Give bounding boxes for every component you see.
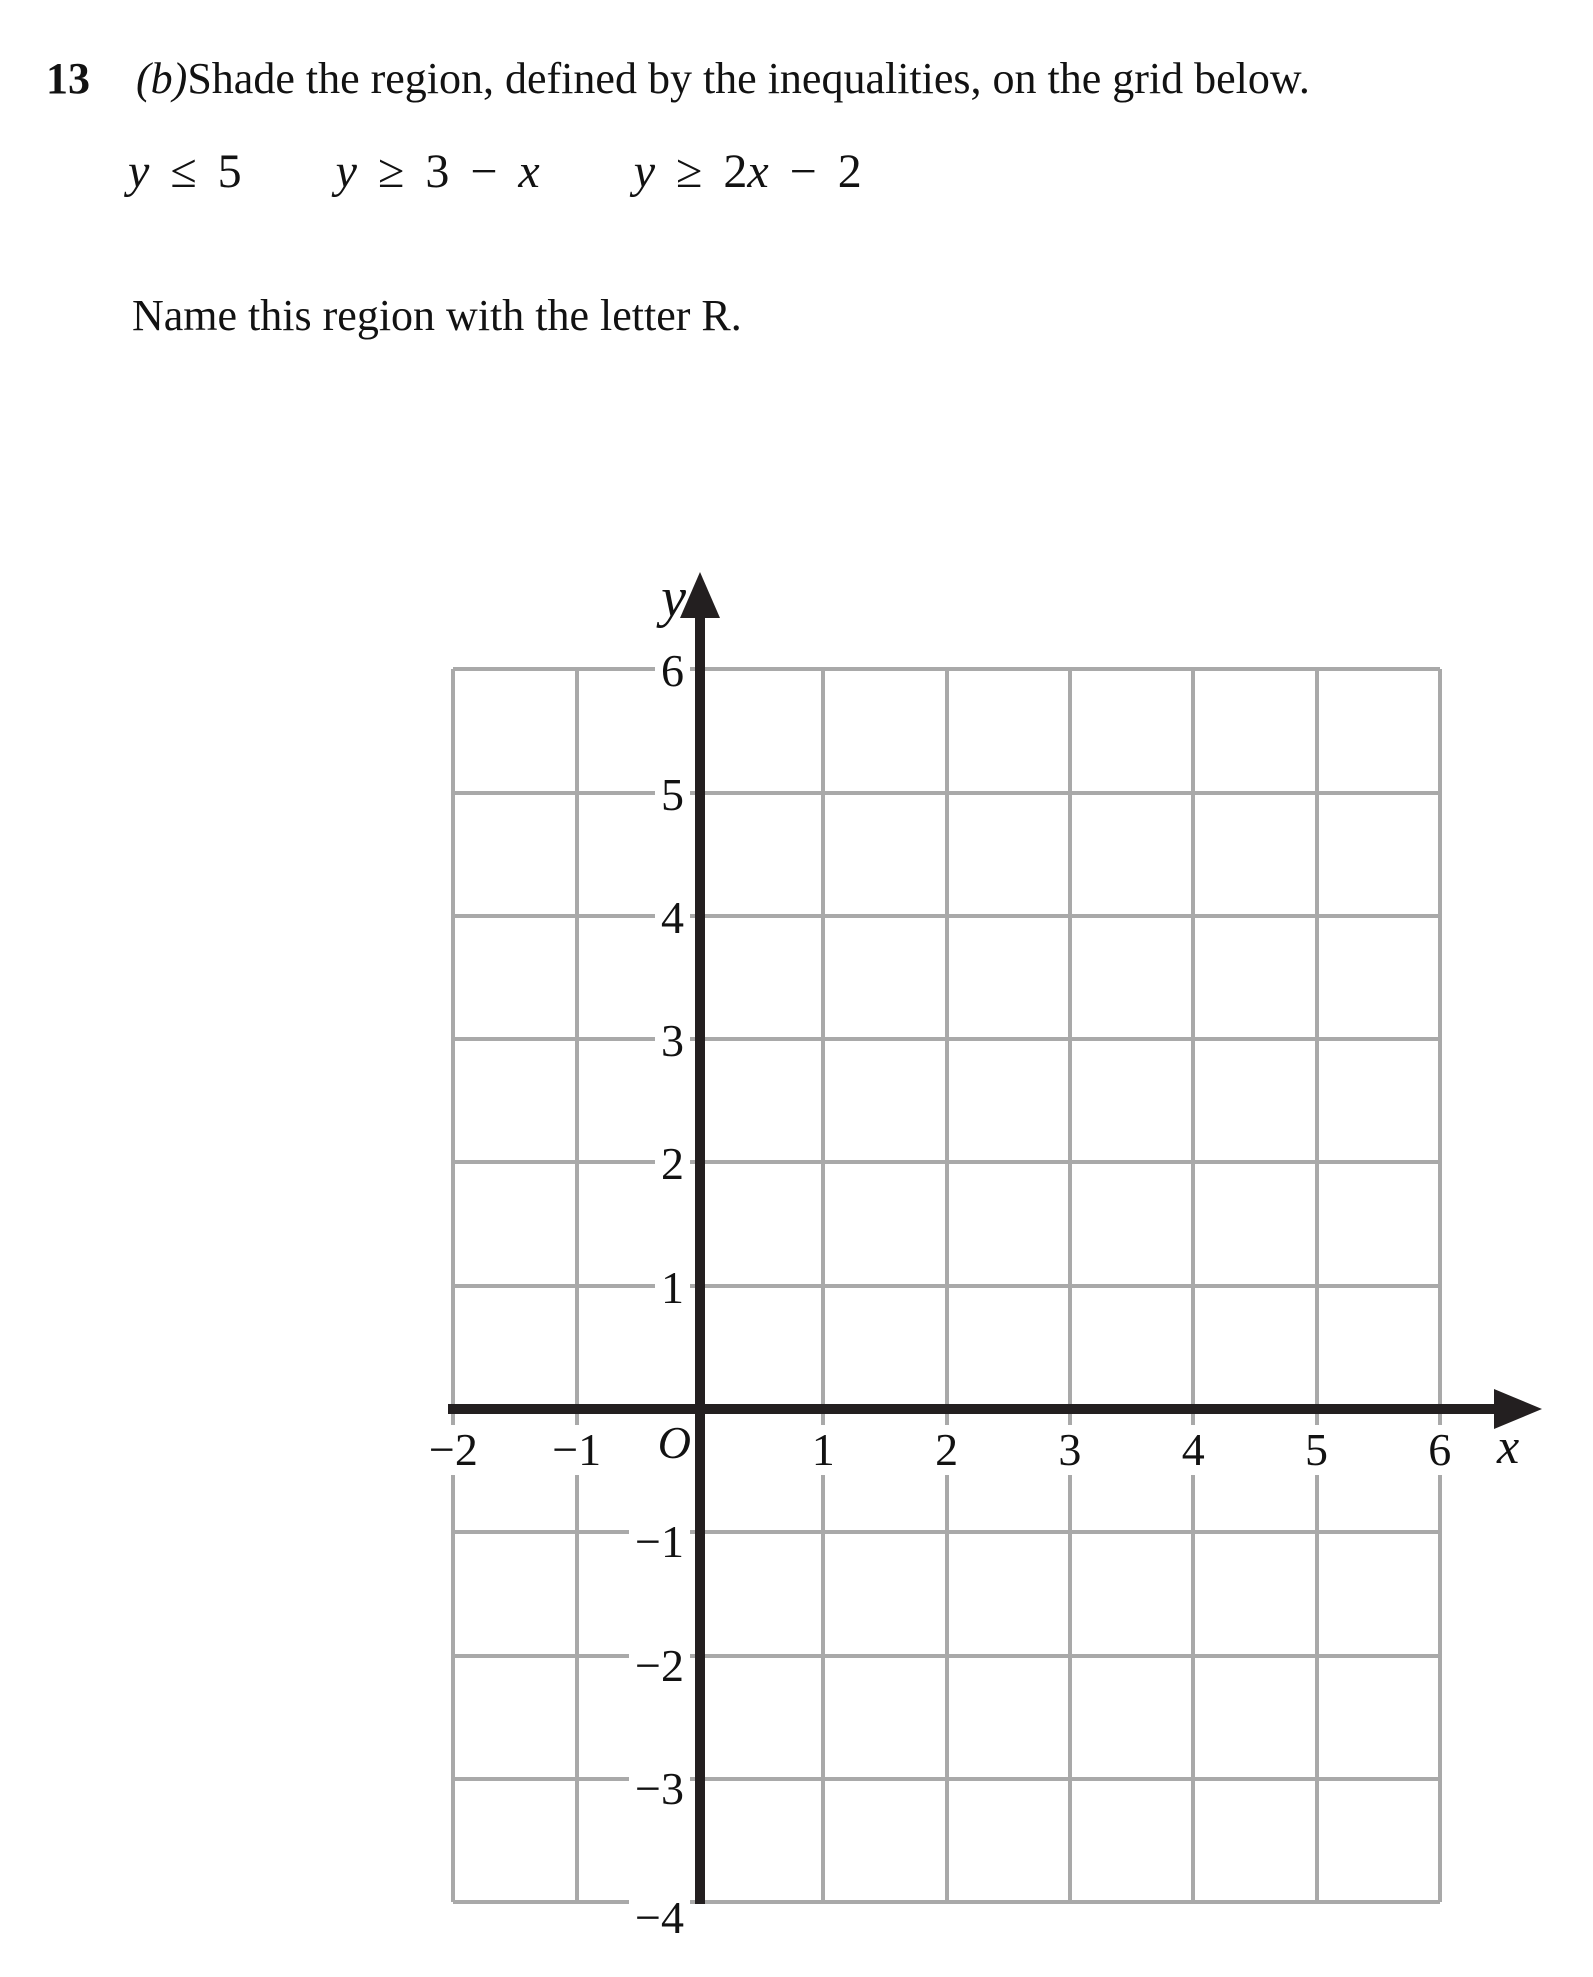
- gridline-horizontal: [453, 914, 1440, 918]
- gridline-horizontal: [453, 1900, 1440, 1904]
- math-text: ≥ 2: [655, 145, 748, 198]
- gridline-horizontal: [453, 1654, 1440, 1658]
- question-number: 13: [46, 54, 90, 103]
- x-tick-label: 4: [1175, 1425, 1212, 1475]
- y-tick-label: −3: [629, 1764, 690, 1814]
- x-tick-label: 6: [1421, 1425, 1458, 1475]
- y-axis-label: y: [661, 567, 686, 629]
- question-prompt: Shade the region, defined by the inequalities, on the grid below.: [187, 54, 1310, 103]
- gridline-horizontal: [453, 1530, 1440, 1534]
- y-tick-label: −2: [629, 1641, 690, 1691]
- x-tick-label: −2: [422, 1425, 485, 1475]
- gridline-horizontal: [453, 1777, 1440, 1781]
- y-tick-label: 3: [655, 1016, 690, 1066]
- x-tick-label: 2: [928, 1425, 965, 1475]
- gridline-horizontal: [453, 791, 1440, 795]
- y-axis-arrow-icon: [680, 572, 720, 618]
- math-variable: y: [335, 145, 357, 198]
- y-tick-label: 6: [655, 646, 690, 696]
- region-instruction: Name this region with the letter R.: [132, 291, 742, 340]
- x-axis: [448, 1404, 1505, 1414]
- math-variable: x: [747, 145, 769, 198]
- x-axis-label: x: [1497, 1418, 1520, 1474]
- gridline-horizontal: [453, 1160, 1440, 1164]
- y-tick-label: 4: [655, 893, 690, 943]
- x-tick-label: 3: [1051, 1425, 1088, 1475]
- x-tick-label: −1: [545, 1425, 608, 1475]
- y-tick-label: 1: [655, 1263, 690, 1313]
- gridline-horizontal: [453, 667, 1440, 671]
- y-tick-label: 5: [655, 770, 690, 820]
- gridline-horizontal: [453, 1037, 1440, 1041]
- math-variable: x: [518, 145, 540, 198]
- math-text: − 2: [768, 145, 862, 198]
- math-variable: y: [633, 145, 656, 198]
- y-tick-label: −1: [629, 1517, 690, 1567]
- math-text: ≥ 3 −: [356, 145, 519, 198]
- origin-label: O: [657, 1417, 691, 1468]
- math-variable: y: [128, 145, 150, 198]
- math-text: ≤ 5: [149, 145, 242, 198]
- question-part: (b): [136, 54, 188, 103]
- y-tick-label: 2: [655, 1140, 690, 1190]
- gridline-horizontal: [453, 1284, 1440, 1288]
- y-tick-label: −4: [629, 1893, 690, 1943]
- x-tick-label: 5: [1298, 1425, 1335, 1475]
- y-axis: [695, 610, 705, 1904]
- grid-area[interactable]: [453, 669, 1440, 1902]
- x-tick-label: 1: [805, 1425, 842, 1475]
